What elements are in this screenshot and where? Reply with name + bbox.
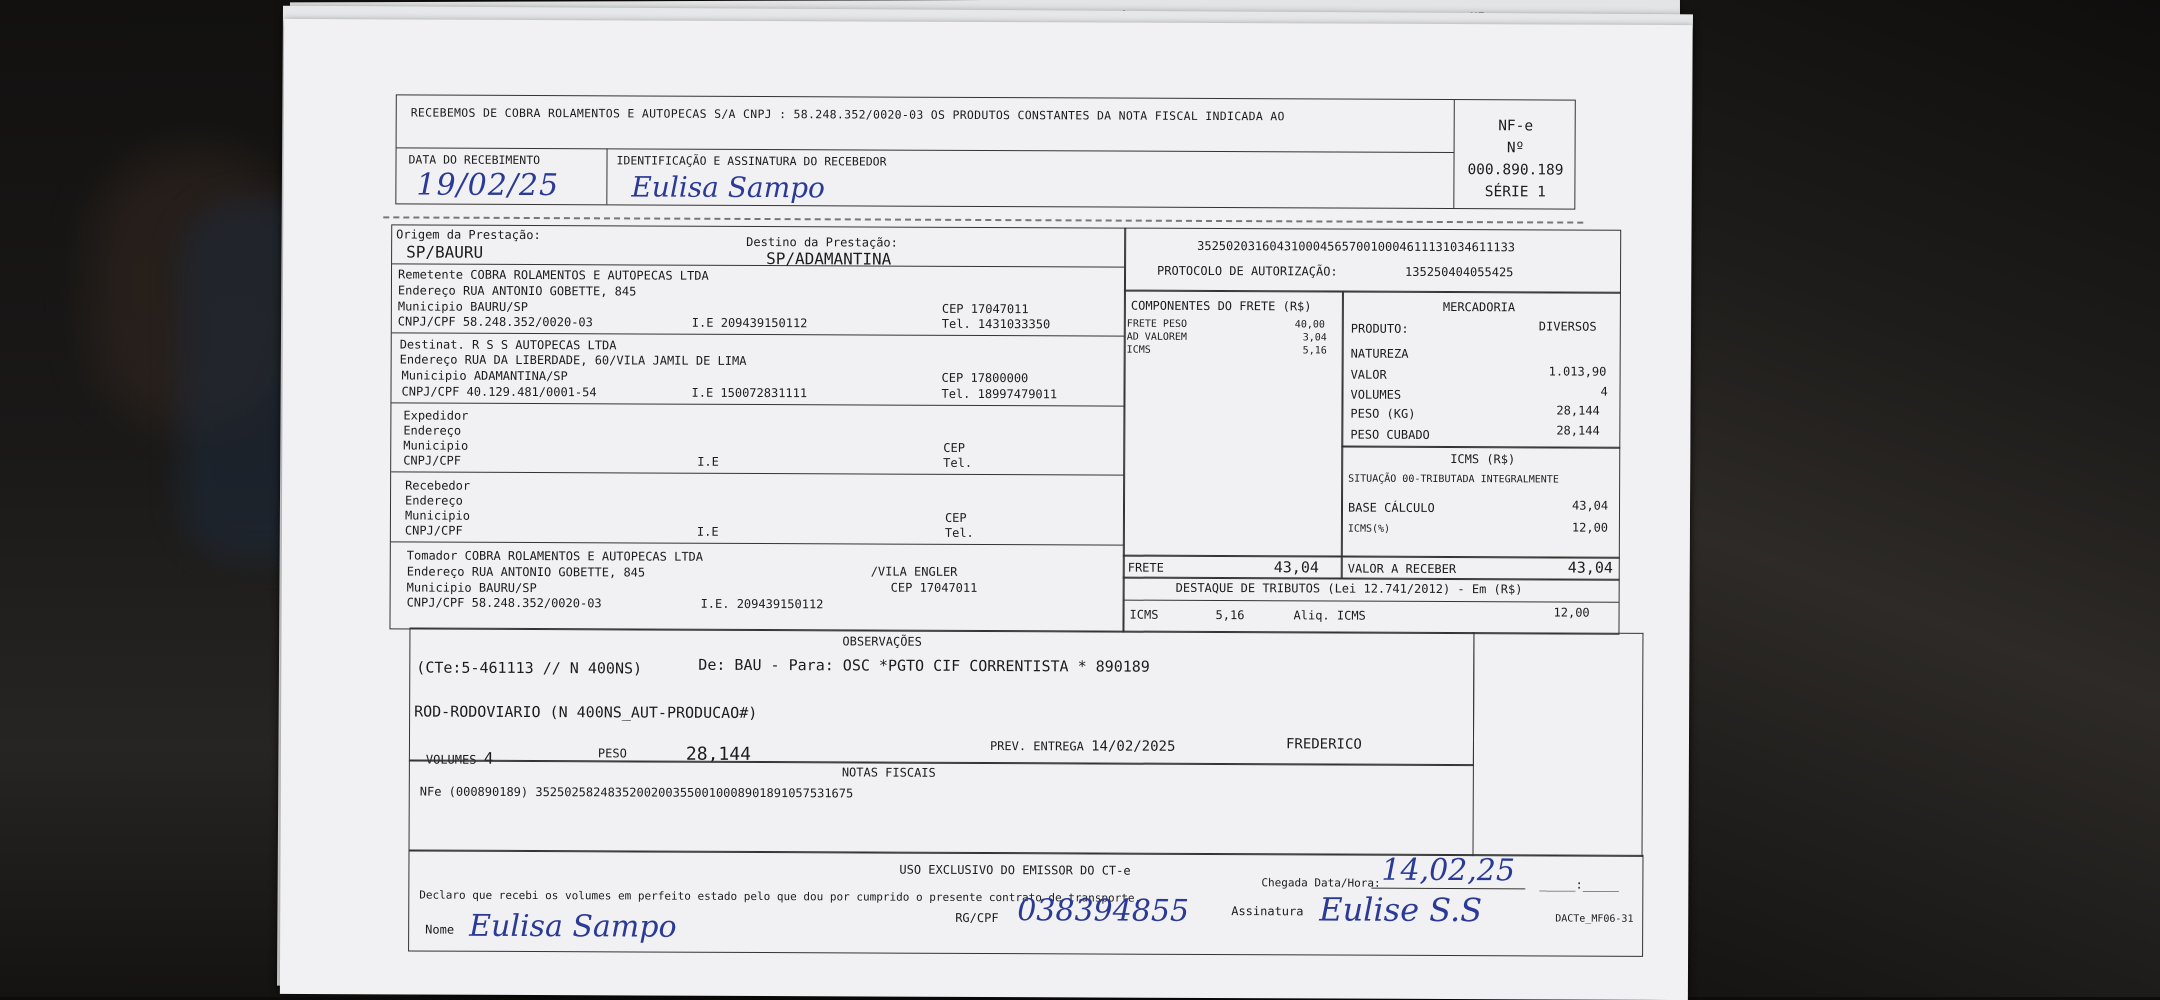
remetente-ie-label: I.E bbox=[691, 315, 714, 330]
base-calculo-value: 43,04 bbox=[1571, 498, 1609, 513]
component-label: ICMS bbox=[1126, 344, 1151, 356]
tributos-title: DESTAQUE DE TRIBUTOS (Lei 12.741/2012) - Em (R$) bbox=[1175, 580, 1523, 597]
tomador-cep: 17047011 bbox=[919, 580, 978, 595]
peso-cubado-label: PESO CUBADO bbox=[1350, 427, 1430, 442]
receiver-signature: Eulisa Sampo bbox=[631, 170, 826, 205]
receipt-statement: RECEBEMOS DE COBRA ROLAMENTOS E AUTOPECAS S/A CNPJ : 58.248.352/0020-03 OS PRODUTOS CONSTANTES DA NOTA FISCAL INDICADA AO bbox=[410, 105, 1285, 124]
destinatario-ie-label: I.E bbox=[691, 385, 714, 400]
valor-receber-label: VALOR A RECEBER bbox=[1347, 561, 1457, 577]
destino-value: SP/ADAMANTINA bbox=[766, 249, 892, 269]
destino-label: Destino da Prestação: bbox=[746, 234, 898, 250]
tributos-box bbox=[1122, 577, 1619, 635]
obs-operador: FREDERICO bbox=[1285, 736, 1362, 753]
expedidor-municipio-label: Municipio bbox=[403, 438, 469, 453]
remetente-endereco-label: Endereço bbox=[397, 283, 456, 298]
remetente-tel-label: Tel. bbox=[941, 316, 971, 331]
destinatario-endereco-label: Endereço bbox=[399, 352, 458, 367]
chegada-handwritten: 14,02,25 bbox=[1371, 853, 1525, 890]
recebedor-municipio-label: Municipio bbox=[404, 508, 471, 523]
destinatario-tel-label: Tel. bbox=[941, 386, 971, 401]
observacoes-title: OBSERVAÇÕES bbox=[842, 634, 922, 649]
tomador-cep-label: CEP bbox=[890, 580, 913, 595]
icms-aliq-label: ICMS(%) bbox=[1347, 523, 1391, 535]
icms-box bbox=[1341, 446, 1620, 559]
tributos-aliq-value: 12,00 bbox=[1553, 605, 1590, 620]
protocolo-label: PROTOCOLO DE AUTORIZAÇÃO: bbox=[1157, 263, 1338, 279]
blank-side-box bbox=[1471, 632, 1643, 857]
declaro-text: Declaro que recebi os volumes em perfeito estado pelo que dou por cumprido o presente contrato de transporte. bbox=[419, 888, 1142, 905]
destinatario-cep-label: CEP bbox=[941, 370, 964, 385]
cut-line bbox=[383, 216, 1583, 223]
tomador-municipio: BAURU/SP bbox=[478, 580, 537, 596]
components-title: COMPONENTES DO FRETE (R$) bbox=[1130, 298, 1312, 314]
tomador-municipio-label: Municipio bbox=[406, 580, 472, 595]
component-label: AD VALOREM bbox=[1126, 331, 1187, 343]
remetente-municipio: BAURU/SP bbox=[470, 299, 528, 314]
notas-title: NOTAS FISCAIS bbox=[841, 765, 936, 780]
origem-label: Origem da Prestação: bbox=[396, 227, 541, 243]
expedidor-endereco-label: Endereço bbox=[403, 423, 462, 438]
tomador-endereco-label: Endereço bbox=[406, 564, 465, 579]
obs-prev: 14/02/2025 bbox=[1091, 738, 1176, 755]
volumes-value: 4 bbox=[1600, 384, 1608, 399]
receipt-date-label: DATA DO RECEBIMENTO bbox=[408, 152, 541, 168]
mercadoria-title: MERCADORIA bbox=[1442, 299, 1516, 315]
remetente-tel: 1431033350 bbox=[977, 316, 1051, 332]
tributos-aliq-label: Aliq. ICMS bbox=[1293, 608, 1366, 623]
nome-handwritten: Eulisa Sampo bbox=[469, 908, 677, 945]
origem-value: SP/BAURU bbox=[406, 242, 484, 262]
parties-block bbox=[389, 224, 1126, 632]
nfe-serie: SÉRIE 1 bbox=[1484, 184, 1546, 201]
remetente-ie: 209439150112 bbox=[720, 315, 808, 331]
tomador-ie-label: I.E. bbox=[700, 596, 730, 611]
obs-peso: 28,144 bbox=[685, 743, 752, 765]
receiver-id-label: IDENTIFICAÇÃO E ASSINATURA DO RECEBEDOR bbox=[616, 153, 887, 169]
remetente-cnpj: 58.248.352/0020-03 bbox=[462, 314, 593, 330]
destinatario-cep: 17800000 bbox=[970, 370, 1029, 386]
assinatura-label: Assinatura bbox=[1231, 904, 1304, 919]
frete-value: 43,04 bbox=[1273, 558, 1319, 577]
valor-receber-value: 43,04 bbox=[1567, 558, 1613, 577]
protocolo-value: 135250404055425 bbox=[1405, 264, 1514, 280]
recebedor-endereco-label: Endereço bbox=[405, 493, 463, 508]
natureza-label: NATUREZA bbox=[1350, 346, 1409, 361]
valor-label: VALOR bbox=[1350, 367, 1387, 382]
icms-aliq-value: 12,00 bbox=[1571, 520, 1609, 535]
produto-value: DIVERSOS bbox=[1538, 319, 1597, 334]
assinatura-handwritten: Eulise S.S bbox=[1319, 890, 1483, 930]
access-key-box bbox=[1124, 228, 1621, 294]
obs-peso-label: PESO bbox=[597, 746, 627, 761]
tomador-ie: 209439150112 bbox=[736, 596, 824, 612]
expedidor-tel-label: Tel. bbox=[943, 455, 973, 470]
base-calculo-label: BASE CÁLCULO bbox=[1347, 500, 1435, 515]
destinatario-tel: 18997479011 bbox=[977, 386, 1058, 402]
obs-line1b: De: BAU - Para: OSC *PGTO CIF CORRENTISTA * 890189 bbox=[698, 655, 1150, 676]
remetente-cep-label: CEP bbox=[941, 301, 964, 316]
destinatario-ie: 150072831111 bbox=[720, 385, 808, 401]
remetente-municipio-label: Municipio bbox=[397, 299, 463, 314]
recebedor-cep-label: CEP bbox=[944, 510, 967, 525]
recebedor-cnpj-label: CNPJ/CPF bbox=[404, 523, 463, 538]
notas-line: NFe (000890189) 35250258248352002003550010008901891057531675 bbox=[419, 784, 854, 801]
destinatario-label: Destinat. bbox=[399, 337, 465, 352]
background-right bbox=[1680, 0, 2160, 997]
nfe-number: Nº 000.890.189 bbox=[1467, 140, 1564, 179]
produto-label: PRODUTO: bbox=[1350, 321, 1409, 336]
rg-label: RG/CPF bbox=[955, 910, 999, 926]
tomador-endereco: RUA ANTONIO GOBETTE, 845 bbox=[471, 564, 646, 580]
peso-value: 28,144 bbox=[1556, 403, 1600, 418]
expedidor-label: Expedidor bbox=[403, 408, 469, 423]
tomador-cnpj-label: CNPJ/CPF bbox=[406, 595, 465, 610]
destinatario-municipio-label: Municipio bbox=[401, 368, 467, 383]
nfe-number-box bbox=[1456, 115, 1574, 204]
tomador-bairro: /VILA ENGLER bbox=[870, 564, 958, 579]
expedidor-cnpj-label: CNPJ/CPF bbox=[403, 453, 462, 468]
obs-prev-label: PREV. ENTREGA bbox=[989, 739, 1084, 754]
receipt-footer-box: USO EXCLUSIVO DO EMISSOR DO CT-e Declaro que recebi os volumes em perfeito estado pelo que dou por cumprido o presente contrato de transporte. Chegada Data/Hora: 14,02,25 _____:_____ Nome Eulisa Sampo RG/CPF 038394855 Assinatura Eulise S.S DACTe_MF06-31 bbox=[408, 849, 1643, 956]
remetente-nome: COBRA ROLAMENTOS E AUTOPECAS LTDA bbox=[470, 267, 709, 283]
obs-volumes-label: VOLUMES bbox=[425, 752, 477, 767]
receipt-date-handwritten: 19/02/25 bbox=[416, 167, 560, 204]
nome-label: Nome bbox=[425, 922, 455, 937]
recebedor-label: Recebedor bbox=[405, 478, 471, 493]
destinatario-cnpj: 40.129.481/0001-54 bbox=[466, 384, 597, 400]
freight-components-box bbox=[1123, 290, 1344, 558]
notas-fiscais-box bbox=[409, 759, 1474, 856]
obs-volumes: 4 bbox=[483, 748, 494, 768]
rg-handwritten: 038394855 bbox=[1017, 893, 1190, 929]
remetente-label: Remetente bbox=[397, 267, 464, 282]
volumes-label: VOLUMES bbox=[1350, 387, 1402, 402]
expedidor-cep-label: CEP bbox=[943, 440, 965, 455]
dacte-document bbox=[280, 19, 1692, 1000]
valor-value: 1.013,90 bbox=[1548, 364, 1607, 379]
icms-situacao: SITUAÇÃO 00-TRIBUTADA INTEGRALMENTE bbox=[1348, 473, 1559, 486]
remetente-cnpj-label: CNPJ/CPF bbox=[397, 314, 456, 329]
icms-title: ICMS (R$) bbox=[1450, 452, 1516, 467]
observacoes-box bbox=[409, 627, 1475, 766]
access-key: 35250203160431000456570010004611131034611133 bbox=[1197, 238, 1516, 255]
obs-line2: ROD-RODOVIARIO (N 400NS_AUT-PRODUCAO#) bbox=[414, 702, 758, 723]
nfe-title: NF-e bbox=[1498, 118, 1534, 135]
component-label: FRETE PESO bbox=[1126, 318, 1188, 330]
expedidor-ie-label: I.E bbox=[697, 454, 719, 469]
remetente-endereco: RUA ANTONIO GOBETTE, 845 bbox=[462, 283, 637, 299]
tomador-label: Tomador bbox=[406, 548, 458, 563]
chegada-label: Chegada Data/Hora: bbox=[1261, 876, 1381, 890]
dacte-code: DACTe_MF06-31 bbox=[1555, 913, 1634, 925]
mercadoria-box bbox=[1341, 291, 1621, 449]
destinatario-municipio: ADAMANTINA/SP bbox=[473, 368, 568, 384]
obs-line1a: (CTe:5-461113 // N 400NS) bbox=[416, 658, 643, 678]
recebedor-tel-label: Tel. bbox=[944, 525, 974, 540]
peso-cubado-value: 28,144 bbox=[1556, 423, 1600, 438]
remetente-cep: 17047011 bbox=[970, 301, 1029, 317]
tributos-icms-label: ICMS bbox=[1129, 607, 1159, 622]
tomador-cnpj: 58.248.352/0020-03 bbox=[471, 595, 602, 611]
component-value: 5,16 bbox=[1302, 345, 1327, 357]
recebedor-ie-label: I.E bbox=[696, 524, 719, 539]
component-value: 40,00 bbox=[1294, 319, 1325, 331]
peso-label: PESO (KG) bbox=[1350, 406, 1416, 421]
receipt-stub bbox=[395, 94, 1575, 209]
frete-label: FRETE bbox=[1127, 560, 1164, 575]
tomador-nome: COBRA ROLAMENTOS E AUTOPECAS LTDA bbox=[464, 548, 704, 564]
destinatario-cnpj-label: CNPJ/CPF bbox=[401, 384, 460, 399]
component-value: 3,04 bbox=[1302, 332, 1327, 344]
destinatario-endereco: RUA DA LIBERDADE, 60/VILA JAMIL DE LIMA bbox=[464, 352, 747, 368]
uso-exclusivo: USO EXCLUSIVO DO EMISSOR DO CT-e bbox=[899, 862, 1131, 878]
destinatario-nome: R S S AUTOPECAS LTDA bbox=[471, 337, 617, 353]
tributos-icms-value: 5,16 bbox=[1215, 608, 1245, 623]
